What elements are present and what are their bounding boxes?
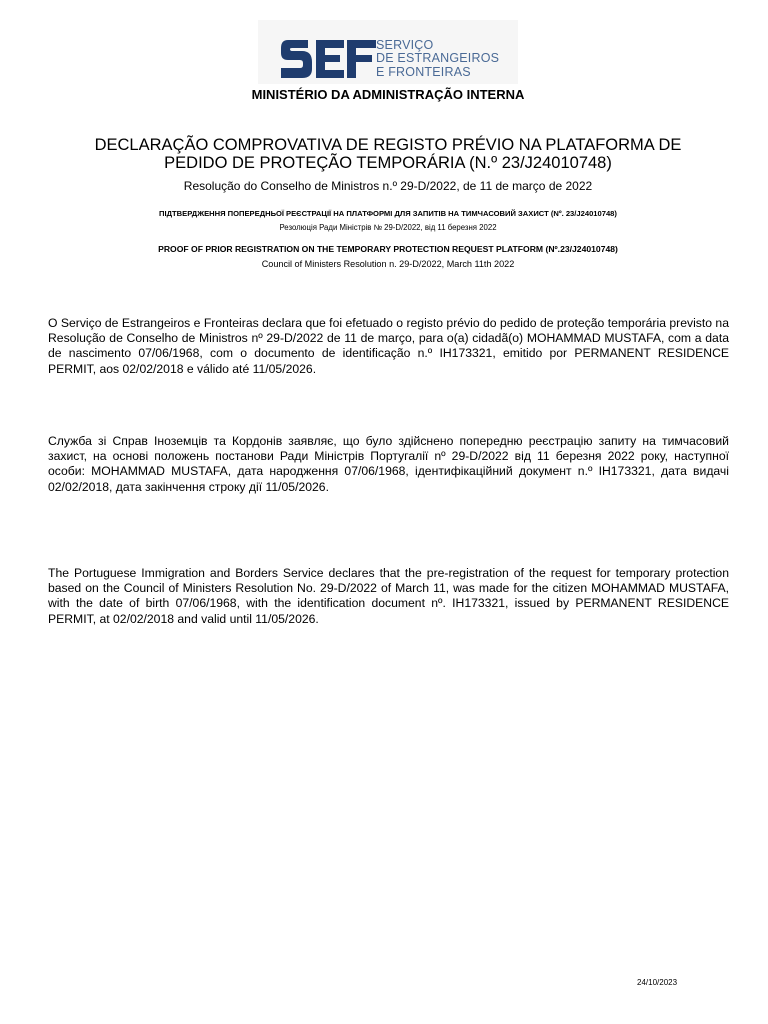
logo-line-2: DE ESTRANGEIROS	[376, 51, 500, 66]
en-title: PROOF OF PRIOR REGISTRATION ON THE TEMPORARY PROTECTION REQUEST PLATFORM (Nº.23/J24010748)	[158, 244, 618, 254]
main-title-line-2: PEDIDO DE PROTEÇÃO TEMPORÁRIA (N.º 23/J24010748)	[164, 154, 612, 172]
sef-logo	[258, 20, 518, 84]
en-resolution: Council of Ministers Resolution n. 29-D/2022, March 11th 2022	[261, 259, 515, 269]
uk-resolution: Резолюція Ради Міністрів № 29-D/2022, від 11 березня 2022	[279, 223, 497, 232]
logo-line-3: E FRONTEIRAS	[376, 64, 471, 79]
ministry-heading: MINISTÉRIO DA ADMINISTRAÇÃO INTERNA	[251, 87, 525, 102]
pt-resolution: Resolução do Conselho de Ministros n.º 29-D/2022, de 11 de março de 2022	[183, 179, 593, 193]
main-title-line-1: DECLARAÇÃO COMPROVATIVA DE REGISTO PRÉVIO NA PLATAFORMA DE	[94, 136, 682, 154]
declaration-paragraph-pt: O Serviço de Estrangeiros e Fronteiras declara que foi efetuado o registo prévio do pedido de proteção temporária previsto na Resolução de Conselho de Ministros nº 29-D/2022 de 11 de março, para o(a) cidadã(o) MOHAMMAD MUSTAFA, com a data de nascimento 07/06/1968, com o documento de identificação n.º IH173321, emitido por PERMANENT RESIDENCE PERMIT, aos 02/02/2018 e válido até 11/05/2026.	[48, 316, 729, 376]
uk-title: ПІДТВЕРДЖЕННЯ ПОПЕРЕДНЬОЇ РЕЄСТРАЦІЇ НА ПЛАТФОРМІ ДЛЯ ЗАПИТІВ НА ТИМЧАСОВИЙ ЗАХИСТ (Nº. 23/J24010748)	[159, 209, 617, 218]
sef-logo-mark	[280, 38, 378, 82]
main-title	[0, 136, 768, 172]
declaration-paragraph-en: The Portuguese Immigration and Borders Service declares that the pre-registration of the request for temporary protection based on the Council of Ministers Resolution No. 29-D/2022 of March 11, was made for the citizen MOHAMMAD MUSTAFA, with the date of birth 07/06/1968, with the identification document nº. IH173321, issued by PERMANENT RESIDENCE PERMIT, at 02/02/2018 and valid until 11/05/2026.	[48, 566, 729, 626]
issue-date: 24/10/2023	[637, 978, 678, 987]
declaration-paragraph-uk: Служба зі Справ Іноземців та Кордонів заявляє, що було здійснено попередню реєстрацію запиту на тимчасовий захист, на основі положень постанови Ради Міністрів Португалії nº 29-D/2022 від 11 березня 2022 року, наступної особи: MOHAMMAD MUSTAFA, дата народження 07/06/1968, ідентифікаційний документ n.º IH173321, дата видачі 02/02/2018, дата закінчення строку дії 11/05/2026.	[48, 434, 729, 494]
logo-line-1: SERVIÇO	[376, 38, 434, 52]
sef-logo-text	[376, 39, 499, 79]
